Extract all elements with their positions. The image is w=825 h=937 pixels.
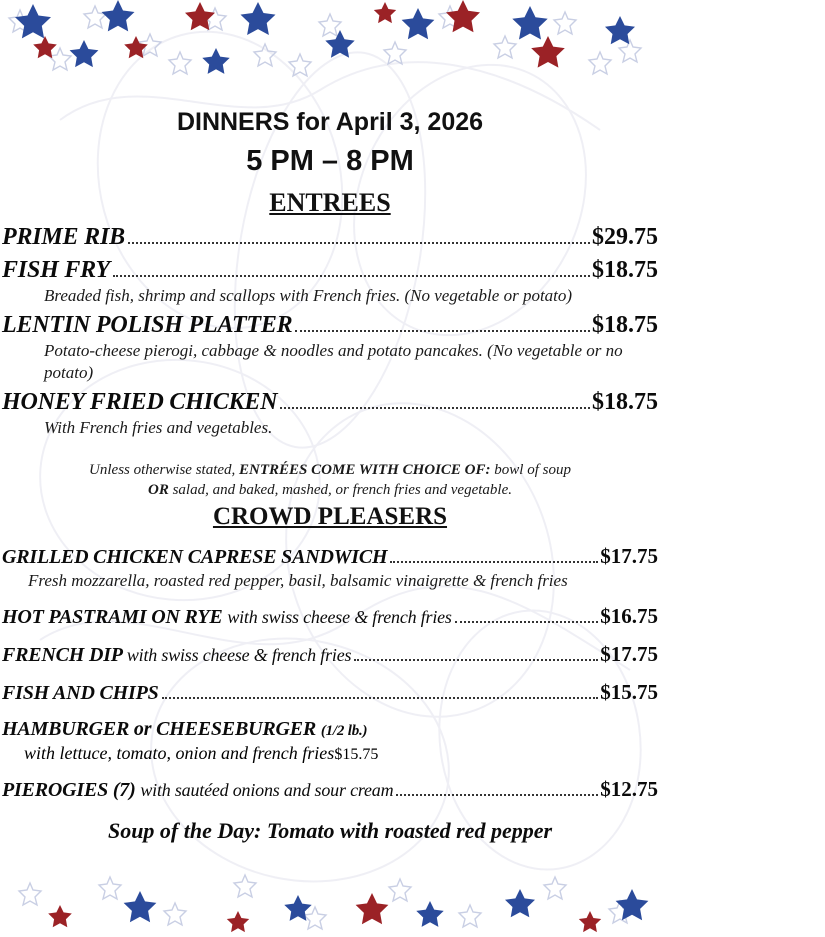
- dot-leader: [113, 274, 590, 277]
- item-price: $18.75: [592, 312, 658, 339]
- item-size: (1/2 lb.): [320, 722, 368, 739]
- section-heading-crowd-pleasers: CROWD PLEASERS: [212, 502, 448, 530]
- item-name: HONEY FRIED CHICKEN: [2, 388, 278, 415]
- item-name: HAMBURGER or CHEESEBURGER (1/2 lb.): [2, 717, 368, 740]
- item-price: $29.75: [592, 224, 658, 250]
- note-line1-prefix: Unless otherwise stated,: [89, 462, 240, 478]
- item-suffix: with sautéed onions and sour cream: [140, 779, 394, 800]
- item-name: PIEROGIES (7) with sautéed onions and sour cream: [2, 778, 394, 801]
- item-suffix: with swiss cheese & french fries: [227, 606, 452, 627]
- dot-leader: [280, 406, 590, 409]
- crowd-pleasers-list: [2, 544, 658, 802]
- item-description: Breaded fish, shrimp and scallops with French fries. (No vegetable or potato): [44, 286, 573, 305]
- menu-item: [2, 224, 658, 251]
- item-name: FISH FRY: [2, 257, 111, 283]
- note-line2-emphasis: OR: [148, 482, 169, 499]
- menu-item-subline: [2, 743, 658, 764]
- note-line1-emphasis: ENTRÉES COME WITH CHOICE OF:: [239, 462, 491, 478]
- dot-leader: [354, 658, 598, 661]
- item-name: HOT PASTRAMI ON RYE with swiss cheese & french fries: [2, 605, 452, 628]
- note-line1-suffix: bowl of soup: [490, 462, 571, 478]
- item-suffix: with swiss cheese & french fries: [126, 644, 352, 665]
- service-hours: 5 PM – 8 PM: [246, 145, 414, 177]
- menu-item: [2, 389, 658, 416]
- item-price: $16.75: [600, 603, 658, 628]
- bottom-star-border: [0, 867, 660, 937]
- note-line2-text: salad, and baked, mashed, or french fries and vegetable.: [168, 482, 512, 499]
- dot-leader: [295, 329, 590, 332]
- item-price: $15.75: [334, 745, 379, 763]
- item-description: With French fries and vegetables.: [44, 417, 273, 437]
- item-price: $15.75: [600, 679, 658, 704]
- item-price: $12.75: [600, 776, 658, 801]
- item-price: $17.75: [600, 543, 658, 568]
- menu-item: [2, 718, 658, 741]
- dot-leader: [396, 793, 598, 796]
- item-name: FISH AND CHIPS: [2, 681, 159, 704]
- item-description: Potato-cheese pierogi, cabbage & noodles and potato pancakes. (No vegetable or no potato): [44, 341, 623, 382]
- entree-inclusions-note: [2, 460, 658, 501]
- item-description: Fresh mozzarella, roasted red pepper, basil, balsamic vinaigrette & french fries: [28, 570, 568, 590]
- menu-item: [2, 642, 658, 667]
- menu-item: [2, 312, 658, 339]
- menu-item: [2, 544, 658, 569]
- dot-leader: [455, 620, 599, 623]
- item-name: FRENCH DIP with swiss cheese & french fries: [2, 643, 352, 666]
- soup-of-the-day: Soup of the Day: Tomato with roasted red pepper: [107, 817, 553, 843]
- item-price: $17.75: [600, 641, 658, 666]
- dot-leader: [128, 241, 590, 244]
- menu-item: [2, 604, 658, 629]
- item-subline-text: with lettuce, tomato, onion and french fries: [24, 742, 335, 763]
- page-title: DINNERS for April 3, 2026: [176, 108, 484, 136]
- menu-item: [2, 777, 658, 802]
- item-price: $18.75: [592, 257, 658, 283]
- item-price: $18.75: [592, 388, 658, 415]
- section-heading-entrees: ENTREES: [269, 188, 391, 217]
- item-name: PRIME RIB: [2, 224, 125, 250]
- item-name: GRILLED CHICKEN CAPRESE SANDWICH: [2, 545, 388, 568]
- entrees-list: [2, 224, 658, 438]
- menu-item: [2, 257, 658, 284]
- dot-leader: [162, 696, 599, 699]
- dot-leader: [390, 560, 598, 563]
- item-name: LENTIN POLISH PLATTER: [2, 312, 293, 339]
- menu-item: [2, 680, 658, 705]
